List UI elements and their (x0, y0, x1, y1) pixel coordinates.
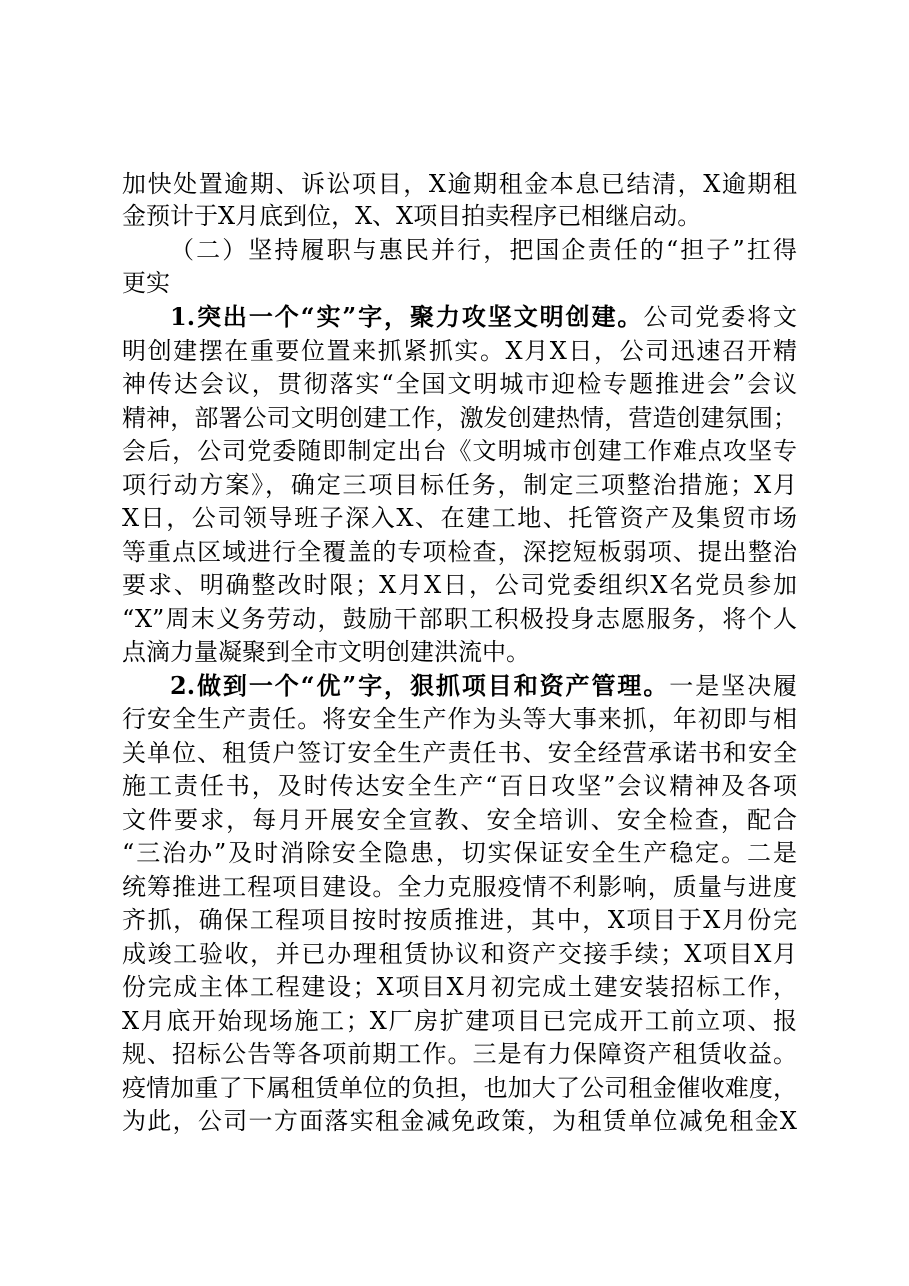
body-text-line: 关单位、租赁户签订安全生产责任书、安全经营承诺书和安全 (122, 739, 797, 767)
body-text-line: 疫情加重了下属租赁单位的负担，也加大了公司租金催收难度， (122, 1074, 797, 1102)
body-text-line: 施工责任书，及时传达安全生产“百日攻坚”会议精神及各项 (122, 772, 797, 800)
subheading-paragraph-line (170, 301, 797, 333)
body-text-line: 精神，部署公司文明创建工作，激发创建热情，营造创建氛围； (122, 404, 797, 432)
section-heading-line: 更实 (122, 269, 170, 297)
body-text-line: 要求、明确整改时限；X月X日，公司党委组织X名党员参加 (122, 571, 797, 599)
subheading-paragraph-line (170, 670, 797, 702)
body-text-line: X日，公司领导班子深入X、在建工地、托管资产及集贸市场 (122, 504, 797, 532)
subheading-bold: 2.做到一个“优”字，狠抓项目和资产管理。 (170, 671, 670, 700)
body-text-span: 一是坚决履 (669, 672, 798, 700)
body-text-line: 统筹推进工程项目建设。全力克服疫情不利影响，质量与进度 (122, 873, 797, 901)
body-text-line: 加快处置逾期、诉讼项目，X逾期租金本息已结清，X逾期租 (122, 170, 797, 198)
subheading-bold: 1.突出一个“实”字，聚力攻坚文明创建。 (170, 302, 644, 331)
body-text-line: 明创建摆在重要位置来抓紧抓实。X月X日，公司迅速召开精 (122, 337, 797, 365)
body-text-line: 成竣工验收，并已办理租赁协议和资产交接手续；X项目X月 (122, 940, 797, 968)
body-text-span: 公司党委将文 (643, 303, 797, 331)
body-text-line: “三治办”及时消除安全隐患，切实保证安全生产稳定。二是 (122, 839, 797, 867)
body-text-line: X月底开始现场施工；X厂房扩建项目已完成开工前立项、报 (122, 1007, 797, 1035)
body-text-line: 齐抓，确保工程项目按时按质推进，其中，X项目于X月份完 (122, 906, 797, 934)
section-heading-line: （二）坚持履职与惠民并行，把国企责任的“担子”扛得 (170, 236, 797, 264)
body-text-line: 为此，公司一方面落实租金减免政策，为租赁单位减免租金X (122, 1107, 797, 1135)
body-text-line: “X”周末义务劳动，鼓励干部职工积极投身志愿服务，将个人 (122, 605, 797, 633)
body-text-line: 神传达会议，贯彻落实“全国文明城市迎检专题推进会”会议 (122, 370, 797, 398)
body-text-line: 项行动方案》，确定三项目标任务，制定三项整治措施；X月 (122, 471, 797, 499)
body-text-line: 份完成主体工程建设；X项目X月初完成土建安装招标工作， (122, 973, 797, 1001)
body-text-line: 行安全生产责任。将安全生产作为头等大事来抓，年初即与相 (122, 705, 797, 733)
body-text-line: 规、招标公告等各项前期工作。三是有力保障资产租赁收益。 (122, 1040, 797, 1068)
body-text-line: 会后，公司党委随即制定出台《文明城市创建工作难点攻坚专 (122, 437, 797, 465)
body-text-line: 等重点区域进行全覆盖的专项检查，深挖短板弱项、提出整治 (122, 538, 797, 566)
body-text-line: 点滴力量凝聚到全市文明创建洪流中。 (122, 638, 530, 666)
body-text-line: 金预计于X月底到位，X、X项目拍卖程序已相继启动。 (122, 202, 702, 230)
body-text-line: 文件要求，每月开展安全宣教、安全培训、安全检查，配合 (122, 806, 797, 834)
